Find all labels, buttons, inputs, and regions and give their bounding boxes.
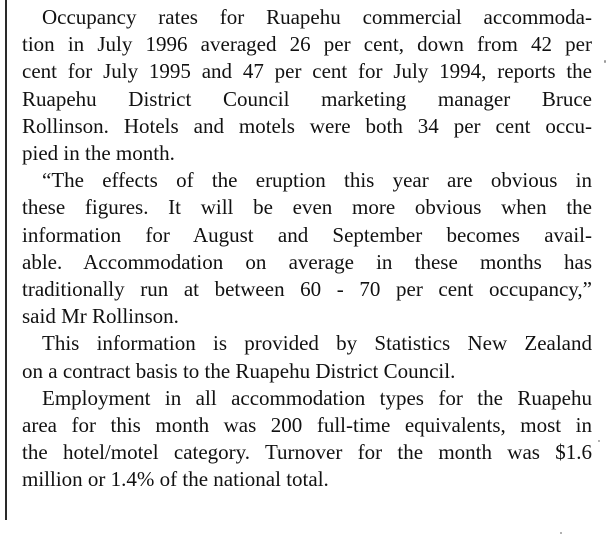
text-line: pied in the month. <box>22 141 175 166</box>
text-line: cent for July 1995 and 47 per cent for July 1994, reports the <box>22 59 592 84</box>
text-line: area for this month was 200 full-time equivalents, most in <box>22 413 592 438</box>
scan-speck <box>604 60 606 63</box>
article-body <box>22 4 592 494</box>
paragraph-eruption-quote <box>22 167 592 330</box>
paragraph-employment <box>22 385 592 494</box>
text-line: This information is provided by Statistics New Zealand <box>42 331 592 356</box>
text-line: million or 1.4% of the national total. <box>22 467 329 492</box>
text-line: the hotel/motel category. Turnover for the month was $1.6 <box>22 440 592 465</box>
column-rule <box>5 0 7 520</box>
text-line: tion in July 1996 averaged 26 per cent, down from 42 per <box>22 32 592 57</box>
text-line: Occupancy rates for Ruapehu commercial accommoda- <box>42 5 592 29</box>
text-line: Employment in all accommodation types for the Ruapehu <box>42 385 592 410</box>
text-line: Ruapehu District Council marketing manager Bruce <box>22 86 592 111</box>
text-line: these figures. It will be even more obvious when the <box>22 195 592 220</box>
paragraph-occupancy-rates <box>22 4 592 167</box>
text-line: on a contract basis to the Ruapehu District Council. <box>22 358 456 383</box>
text-line: traditionally run at between 60 - 70 per cent occupancy,” <box>22 277 592 302</box>
text-line: Rollinson. Hotels and motels were both 34 per cent occu- <box>22 113 592 138</box>
scan-speck <box>598 440 600 442</box>
text-line: information for August and September becomes avail- <box>22 222 592 247</box>
scan-speck <box>560 532 562 534</box>
text-line: said Mr Rollinson. <box>22 304 179 329</box>
paragraph-statistics-source <box>22 330 592 384</box>
text-line: “The effects of the eruption this year are obvious in <box>42 168 592 193</box>
text-line: able. Accommodation on average in these months has <box>22 249 592 274</box>
